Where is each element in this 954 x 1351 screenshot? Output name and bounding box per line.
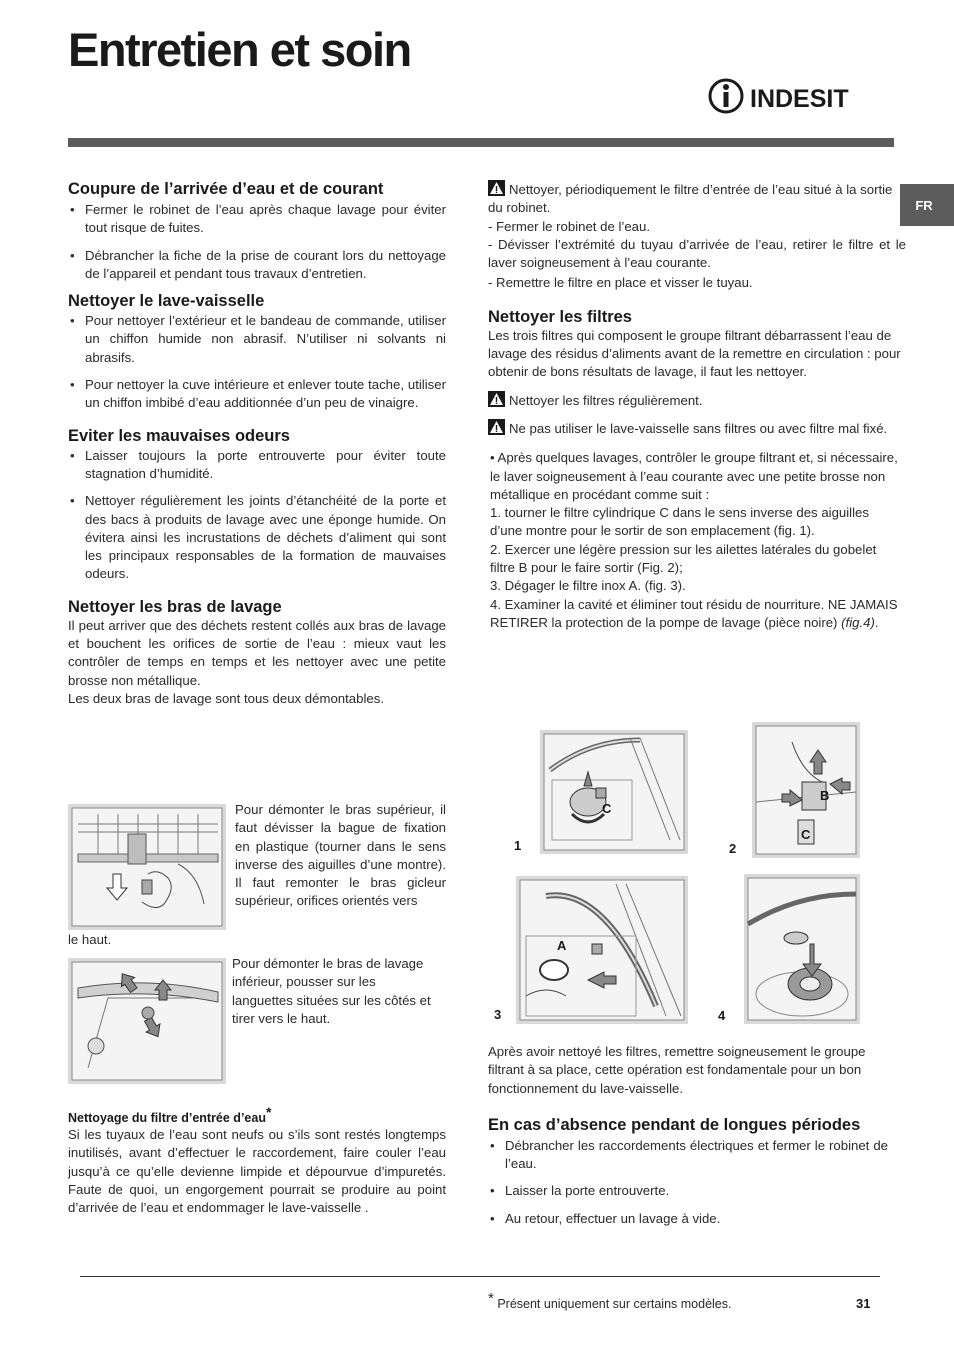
list-absence: [488, 1137, 888, 1228]
paragraph: Les trois filtres qui composent le groupe filtrant débarrassent l’eau de lavage des résidus d’aliments avant de la remettre en circulation : pour obtenir de bons résultats de lavage, il faut les nettoyer.: [488, 327, 901, 380]
after-cleaning-section: [488, 1043, 888, 1237]
figure-3: [516, 876, 688, 1024]
warning-icon: [488, 180, 505, 196]
list-item: • Pour nettoyer l’extérieur et le bandeau de commande, utiliser un chiffon humide non abrasif. N’utiliser ni solvants ni abrasifs.: [68, 312, 446, 367]
section-heading-water-power: Coupure de l’arrivée d’eau et de courant: [68, 180, 384, 198]
inlet-filter-section: [68, 1104, 446, 1218]
figure-label-c: C: [801, 827, 811, 842]
list-item: • Débrancher les raccordements électriques et fermer le robinet de l’eau.: [488, 1137, 888, 1174]
page-title: Entretien et soin: [68, 23, 411, 76]
figure-lower-spray-arm: [68, 958, 226, 1084]
section-heading-clean-dishwasher: Nettoyer le lave-vaisselle: [68, 292, 265, 311]
list-item: • Laisser la porte entrouverte.: [488, 1182, 888, 1200]
step-2: 2. Exercer une légère pression sur les ailettes latérales du gobelet filtre B pour le faire sortir (Fig. 2);: [490, 541, 877, 576]
list-item: • Fermer le robinet de l’eau après chaque lavage pour éviter tout risque de fuites.: [68, 201, 446, 238]
figure-label-b: B: [820, 788, 830, 803]
section-heading-filters: Nettoyer les filtres: [488, 307, 632, 326]
list-item: • Débrancher la fiche de la prise de courant lors du nettoyage de l’appareil et pendant tous travaux d’entretien.: [68, 247, 446, 284]
step-line: - Remettre le filtre en place et visser le tuyau.: [488, 275, 753, 291]
list-item: • Au retour, effectuer un lavage à vide.: [488, 1210, 888, 1228]
footnote-text: Présent uniquement sur certains modèles.: [497, 1297, 732, 1312]
figure-4: [744, 874, 860, 1024]
warning-text: Nettoyer, périodiquement le filtre d’entrée de l’eau situé à la sortie du robinet.: [488, 182, 893, 216]
figure-number-2: 2: [729, 841, 737, 856]
figure-label-c: C: [602, 801, 612, 816]
upper-arm-instructions: Pour démonter le bras supérieur, il faut dévisser la bague de fixation en plastique (tourner dans le sens inverse des aiguilles d’une montre). Il faut remonter le bras gicleur supérieur, orifices orientés vers: [235, 802, 446, 909]
step-line: - Fermer le robinet de l’eau.: [488, 218, 650, 234]
list-water-power: [68, 201, 446, 283]
figure-number-4: 4: [718, 1008, 726, 1023]
paragraph: • Après quelques lavages, contrôler le groupe filtrant et, si nécessaire, le laver soigneusement à l’eau courante avec une petite brosse non métallique en procédant comme suit :: [490, 450, 898, 502]
figure-1: [540, 730, 688, 854]
list-item: • Nettoyer régulièrement les joints d’étanchéité de la porte et des bacs à produits de lavage avec une éponge humide. On évitera ainsi les incrustations de déchets d’aliment qui sont les principaux responsables de la formation de mauvaises odeurs.: [68, 492, 446, 583]
section-heading-inlet-filter: [68, 1104, 446, 1126]
step-4-text: 4. Examiner la cavité et éliminer tout résidu de nourriture. NE JAMAIS RETIRER la protection de la pompe de lavage (pièce noire): [490, 596, 898, 630]
footnote: [488, 1290, 731, 1311]
filter-fig1-illustration: [540, 730, 688, 854]
list-item: • Pour nettoyer la cuve intérieure et enlever toute tache, utiliser un chiffon imbibé d’eau additionnée d’un peu de vinaigre.: [68, 376, 446, 413]
filter-fig4-illustration: [744, 874, 860, 1024]
list-odours: [68, 447, 446, 584]
filter-steps: [488, 449, 902, 632]
step-1: 1. tourner le filtre cylindrique C dans le sens inverse des aiguilles d’une montre pour le sortir de son emplacement (fig. 1).: [490, 505, 869, 539]
warning-text: Nettoyer les filtres régulièrement.: [509, 392, 703, 408]
section-heading-spray-arms: Nettoyer les bras de lavage: [68, 597, 282, 616]
figure-label-a: A: [557, 938, 567, 953]
filter-fig3-illustration: [516, 876, 688, 1024]
step-line: - Dévisser l’extrémité du tuyau d’arrivée de l’eau, retirer le filtre et le laver soigneusement à l’eau courante.: [488, 236, 906, 271]
warning-text: Ne pas utiliser le lave-vaisselle sans filtres ou avec filtre mal fixé.: [509, 420, 888, 436]
warning-icon: [488, 391, 505, 407]
brand-name: INDESIT: [750, 85, 849, 113]
section-heading-odours: Eviter les mauvaises odeurs: [68, 426, 290, 445]
language-tab: FR: [900, 184, 954, 226]
figure-reference: (fig.4): [841, 614, 875, 630]
step-4: [490, 596, 902, 633]
brand-logo: [708, 78, 860, 118]
lower-spray-arm-illustration: [68, 958, 226, 1084]
warning-icon: [488, 419, 505, 435]
footnote-marker: *: [265, 1104, 272, 1120]
footer-rule: [80, 1276, 880, 1277]
section-heading-absence: En cas d’absence pendant de longues périodes: [488, 1115, 861, 1134]
upper-arm-instructions-end: le haut.: [68, 932, 112, 947]
warning-clean-filters: [488, 391, 906, 410]
figure-number-1: 1: [514, 838, 522, 853]
warning-inlet-filter: [488, 180, 906, 218]
lower-arm-instructions: Pour démonter le bras de lavage inférieur, pousser sur les languettes situées sur les côtés et tirer vers le haut.: [232, 956, 431, 1026]
upper-spray-arm-illustration: [68, 804, 226, 930]
list-item: • Laisser toujours la porte entrouverte pour éviter toute stagnation d’humidité.: [68, 447, 446, 484]
paragraph: Les deux bras de lavage sont tous deux démontables.: [68, 690, 384, 706]
warning-no-filters: [488, 419, 906, 438]
header-bar: [68, 138, 894, 147]
step-3: 3. Dégager le filtre inox A. (fig. 3).: [490, 578, 686, 594]
left-column: [68, 180, 446, 708]
step-4-end: .: [874, 614, 879, 630]
list-clean-dishwasher: [68, 312, 446, 412]
footnote-marker: *: [488, 1290, 494, 1307]
paragraph: Il peut arriver que des déchets restent collés aux bras de lavage et bouchent les orifices de sortie de l’eau : mieux vaut les contrôler de temps en temps et les nettoyer avec une petite brosse non métallique.: [68, 617, 446, 688]
paragraph: Si les tuyaux de l’eau sont neufs ou s’ils sont restés longtemps inutilisés, avant d’effectuer le raccordement, faire couler l’eau jusqu’à ce qu’elle devienne limpide et dépourvue d’impuretés. Faute de quoi, un engorgement pourrait se produire au point d’arrivée de l’eau et endommager le lave-vaisselle .: [68, 1127, 446, 1216]
indesit-logo-icon: [708, 78, 860, 118]
figure-upper-spray-arm: [68, 804, 226, 930]
inlet-filter-heading-text: Nettoyage du filtre d’entrée d’eau: [68, 1111, 266, 1126]
right-column: [488, 180, 906, 632]
figure-number-3: 3: [494, 1007, 502, 1022]
page-number: 31: [856, 1296, 871, 1311]
paragraph: Après avoir nettoyé les filtres, remettre soigneusement le groupe filtrant à sa place, cette opération est fondamentale pour un bon fonctionnement du lave-vaisselle.: [488, 1044, 866, 1096]
